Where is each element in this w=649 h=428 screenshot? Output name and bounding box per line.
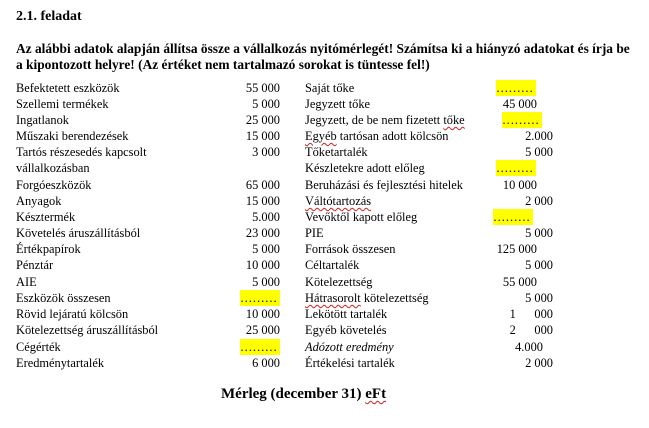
asset-value: 25 000	[245, 323, 280, 337]
asset-label: Tartós részesedés kapcsolt	[16, 145, 147, 159]
liability-value: 125 000	[496, 242, 537, 256]
liability-label: Egyéb követelés	[305, 323, 387, 337]
liability-label: Tőketartalék	[305, 145, 368, 159]
liability-label: Kötelezettség	[305, 275, 373, 289]
blank-answer-field[interactable]: ………	[240, 290, 280, 306]
balance-sheet-caption: Mérleg (december 31) eFt	[221, 386, 387, 402]
liability-value: 5 000	[525, 291, 553, 305]
asset-row	[16, 144, 280, 160]
blank-answer-field[interactable]: ………	[496, 80, 536, 96]
liability-row	[305, 144, 553, 160]
asset-row	[16, 257, 280, 273]
liability-label: Beruházási és fejlesztési hitelek	[305, 178, 463, 192]
liability-value: 4.000	[515, 340, 543, 354]
asset-label: vállalkozásban	[16, 161, 90, 175]
asset-row	[16, 96, 280, 112]
asset-label: Cégérték	[16, 340, 61, 354]
asset-value: 65 000	[245, 178, 280, 192]
liability-value: 1 000	[509, 307, 553, 321]
liability-label: Lekötött tartalék	[305, 307, 388, 321]
asset-row	[16, 177, 280, 193]
asset-value: 10 000	[245, 258, 280, 272]
liability-row	[305, 160, 553, 176]
asset-value: 55 000	[245, 81, 280, 95]
asset-label: Pénztár	[16, 258, 54, 272]
asset-row	[16, 128, 280, 144]
asset-label: Anyagok	[16, 194, 62, 208]
liability-row	[305, 257, 553, 273]
asset-row	[16, 209, 280, 225]
asset-value: 6 000	[252, 356, 280, 370]
asset-label: Eszközök összesen	[16, 291, 111, 305]
liability-row	[305, 209, 553, 225]
asset-row	[16, 241, 280, 257]
liability-value: 55 000	[502, 275, 537, 289]
liability-row	[305, 128, 553, 144]
blank-answer-field[interactable]: ………	[240, 339, 280, 355]
liability-label: Források összesen	[305, 242, 396, 256]
liability-label: Vevőktől kapott előleg	[305, 210, 418, 224]
liability-value: 10 000	[502, 178, 537, 192]
liability-value: 45 000	[502, 97, 537, 111]
asset-row	[16, 193, 280, 209]
asset-row	[16, 355, 280, 371]
asset-label: Késztermék	[16, 210, 76, 224]
asset-label: Műszaki berendezések	[16, 129, 129, 143]
liability-label: Jegyzett, de be nem fizetett tőke	[305, 113, 465, 127]
liability-label: Saját tőke	[305, 81, 355, 95]
asset-value: 23 000	[245, 226, 280, 240]
liability-label: Adózott eredmény	[305, 340, 394, 354]
liability-label: PIE	[305, 226, 324, 240]
asset-value: 3 000	[252, 145, 280, 159]
liability-value: 2 000	[525, 356, 553, 370]
asset-label: Eredménytartalék	[16, 356, 105, 370]
asset-value: 5 000	[252, 97, 280, 111]
asset-label: Értékpapírok	[16, 242, 81, 256]
liability-value: 5 000	[525, 145, 553, 159]
asset-row	[16, 225, 280, 241]
liability-row	[305, 177, 553, 193]
asset-value: 10 000	[245, 307, 280, 321]
liability-row	[305, 274, 553, 290]
asset-label: Befektetett eszközök	[16, 81, 120, 95]
liability-value: 5 000	[525, 258, 553, 272]
asset-row	[16, 80, 280, 96]
liability-label: Céltartalék	[305, 258, 360, 272]
asset-value: 5 000	[252, 275, 280, 289]
asset-label: Követelés áruszállításból	[16, 226, 141, 240]
asset-row	[16, 322, 280, 338]
liability-row	[305, 339, 553, 355]
liability-label: Hátrasorolt kötelezettség	[305, 291, 429, 305]
asset-row	[16, 339, 280, 355]
liability-label: Értékelési tartalék	[305, 356, 395, 370]
liability-row	[305, 96, 553, 112]
asset-value: 15 000	[245, 194, 280, 208]
liability-row	[305, 355, 553, 371]
asset-label: Rövid lejáratú kölcsön	[16, 307, 129, 321]
liability-label: Váltótartozás	[305, 194, 372, 208]
asset-label: Kötelezettség áruszállításból	[16, 323, 159, 337]
exercise-title: 2.1. feladat	[16, 9, 82, 24]
liability-row	[305, 225, 553, 241]
liability-row	[305, 306, 553, 322]
liability-row	[305, 241, 553, 257]
blank-answer-field[interactable]: ………	[502, 112, 542, 128]
asset-row	[16, 274, 280, 290]
blank-answer-field[interactable]: ………	[493, 209, 533, 225]
liability-row	[305, 322, 553, 338]
asset-row	[16, 160, 280, 176]
asset-label: Szellemi termékek	[16, 97, 109, 111]
liability-label: Egyéb tartósan adott kölcsön	[305, 129, 449, 143]
asset-value: 5 000	[252, 242, 280, 256]
liability-row	[305, 290, 553, 306]
liability-value: 2.000	[525, 129, 553, 143]
asset-row	[16, 112, 280, 128]
liability-row	[305, 80, 553, 96]
liability-value: 5 000	[525, 226, 553, 240]
asset-row	[16, 290, 280, 306]
liability-label: Készletekre adott előleg	[305, 161, 425, 175]
asset-value: 25 000	[245, 113, 280, 127]
instruction-text: Az alábbi adatok alapján állítsa össze a vállalkozás nyitómérlegét! Számítsa ki a hiányzó adatokat és írja be a kipontozott helyre! (Az értéket nem tartalmazó sorokat is tüntesse fel!)	[16, 41, 630, 72]
liability-row	[305, 112, 553, 128]
liability-row	[305, 193, 553, 209]
liability-value: 2 000	[525, 194, 553, 208]
asset-row	[16, 306, 280, 322]
asset-label: AIE	[16, 275, 37, 289]
asset-value: 5.000	[252, 210, 280, 224]
liability-value: 2 000	[509, 323, 553, 337]
liability-label: Jegyzett tőke	[305, 97, 371, 111]
asset-label: Forgóeszközök	[16, 178, 92, 192]
blank-answer-field[interactable]: ………	[496, 160, 536, 176]
asset-value: 15 000	[245, 129, 280, 143]
asset-label: Ingatlanok	[16, 113, 69, 127]
